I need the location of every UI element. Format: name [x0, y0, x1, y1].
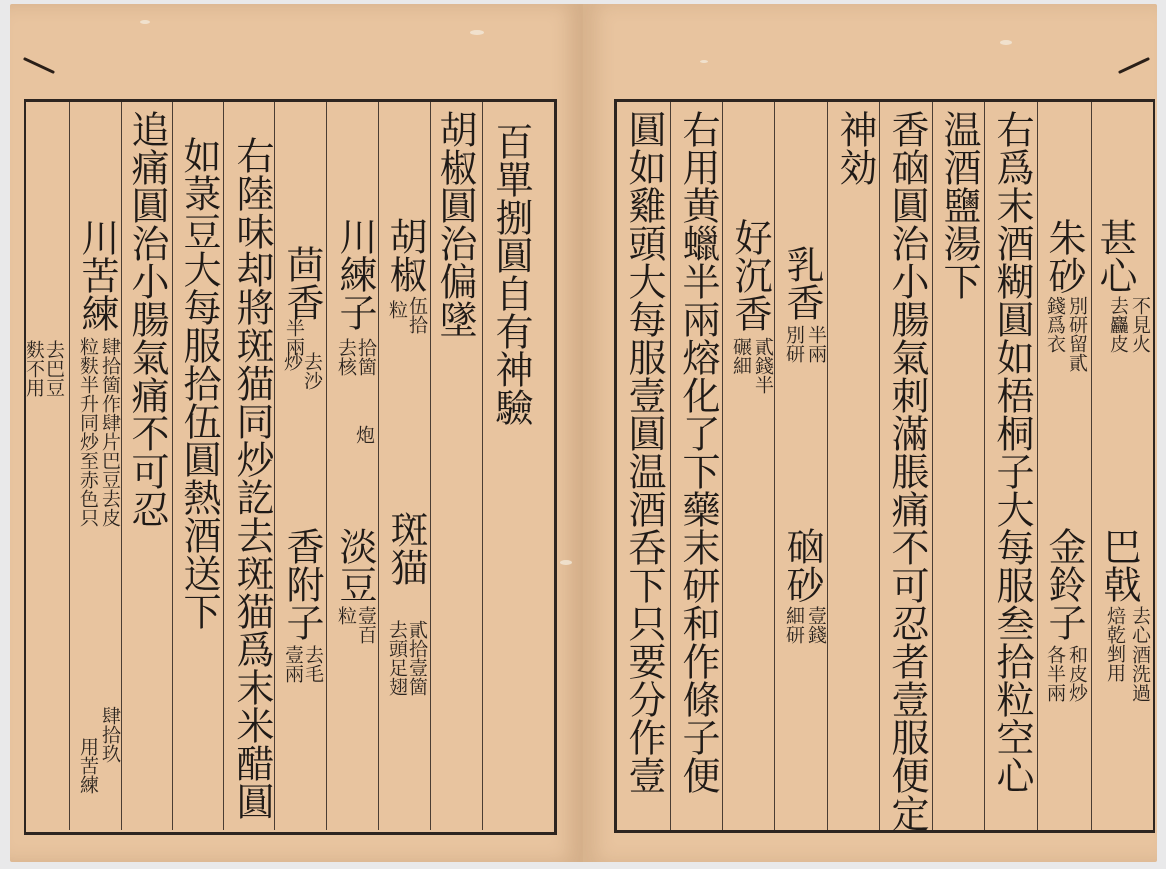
- annotation: 炮: [353, 425, 375, 444]
- annotation: 去巴豆: [43, 340, 65, 397]
- paper-speck: [1000, 40, 1012, 45]
- text-column: 如菉豆大每服拾伍圓熱酒送下: [177, 136, 221, 630]
- text-column: 香附子: [280, 527, 324, 641]
- annotation: 去毛: [302, 645, 324, 683]
- text-column: 甚心: [1093, 218, 1137, 294]
- text-column: 香硇圓治小腸氣刺滿脹痛不可忍者壹服便定: [885, 110, 929, 832]
- annotation: 壹百: [355, 606, 377, 644]
- paper-speck: [700, 60, 708, 63]
- text-column: 川練子: [333, 217, 377, 331]
- text-column: 右爲末酒糊圓如梧桐子大每服叁拾粒空心: [990, 110, 1034, 794]
- annotation: 貳錢半: [752, 337, 774, 394]
- text-column: 川苦練: [75, 218, 119, 332]
- annotation: 肆拾玖: [99, 706, 121, 763]
- paper-speck: [470, 30, 484, 35]
- column-rule: [172, 102, 173, 830]
- annotation: 碾細: [730, 337, 752, 375]
- annotation: 炒: [281, 352, 303, 371]
- text-column: 追痛圓治小腸氣痛不可忍: [125, 110, 169, 528]
- column-rule: [430, 102, 431, 830]
- annotation: 用苦練: [77, 737, 99, 794]
- annotation: 拾箇: [355, 338, 377, 376]
- column-rule: [326, 102, 327, 830]
- text-column: 右用黄蠟半兩熔化了下藥末研和作條子便: [676, 110, 720, 794]
- annotation: 貳拾壹箇: [406, 620, 428, 696]
- column-rule: [69, 102, 70, 830]
- annotation: 伍拾: [406, 296, 428, 334]
- annotation: 酒洗過: [1129, 645, 1151, 702]
- text-column: 胡椒: [383, 217, 427, 293]
- text-column: 胡椒圓治偏墜: [433, 110, 477, 338]
- column-rule: [378, 102, 379, 830]
- annotation: 別研留貳: [1066, 296, 1088, 372]
- column-rule: [984, 102, 985, 830]
- column-rule: [482, 102, 483, 830]
- column-rule: [879, 102, 880, 830]
- annotation: 去麤皮: [1107, 296, 1129, 353]
- column-rule: [774, 102, 775, 830]
- text-column: 好沉香: [728, 218, 772, 332]
- text-column: 乳香: [780, 245, 824, 321]
- annotation: 錢爲衣: [1044, 296, 1066, 353]
- annotation: 去心: [1129, 606, 1151, 644]
- annotation: 去沙: [301, 352, 323, 390]
- text-column: 温酒鹽湯下: [937, 110, 981, 300]
- annotation: 細研: [783, 606, 805, 644]
- column-rule: [827, 102, 828, 830]
- text-column: 茴香: [280, 245, 324, 321]
- text-column: 硇砂: [780, 527, 824, 603]
- annotation: 肆拾箇作肆片巴豆去皮: [99, 337, 121, 527]
- text-column: 巴戟: [1097, 527, 1141, 603]
- text-column: 神効: [833, 110, 877, 186]
- annotation: 麩不用: [23, 340, 45, 397]
- annotation: 焙乾剉用: [1104, 606, 1126, 682]
- column-rule: [223, 102, 224, 830]
- text-column: 金鈴子: [1042, 527, 1086, 641]
- text-column: 斑猫: [384, 510, 428, 586]
- annotation: 壹錢: [805, 606, 827, 644]
- paper-speck: [560, 560, 572, 565]
- annotation: 去核: [335, 338, 357, 376]
- column-rule: [1091, 102, 1092, 830]
- paper-speck: [140, 20, 150, 24]
- column-rule: [722, 102, 723, 830]
- column-rule: [1037, 102, 1038, 830]
- annotation: 粒: [335, 606, 357, 625]
- text-column: 朱砂: [1042, 218, 1086, 294]
- annotation: 粒麩半升同炒至赤色只: [77, 337, 99, 527]
- text-column: 右陸味却將斑猫同炒訖去斑猫爲末米醋圓: [230, 136, 274, 820]
- annotation: 各半兩: [1044, 645, 1066, 702]
- column-rule: [670, 102, 671, 830]
- text-column: 百單捌圓自有神驗: [489, 122, 533, 426]
- annotation: 壹兩: [282, 645, 304, 683]
- column-rule: [274, 102, 275, 830]
- text-column: 圓如雞頭大每服壹圓温酒呑下只要分作壹: [622, 110, 666, 794]
- text-column: 淡豆: [333, 527, 377, 603]
- annotation: 半兩: [805, 325, 827, 363]
- annotation: 和皮炒: [1066, 645, 1088, 702]
- column-rule: [121, 102, 122, 830]
- annotation: 不見火: [1129, 296, 1151, 353]
- annotation: 別研: [783, 325, 805, 363]
- column-rule: [932, 102, 933, 830]
- annotation: 半兩: [283, 318, 305, 356]
- annotation: 粒: [386, 300, 408, 319]
- annotation: 去頭足翅: [386, 620, 408, 696]
